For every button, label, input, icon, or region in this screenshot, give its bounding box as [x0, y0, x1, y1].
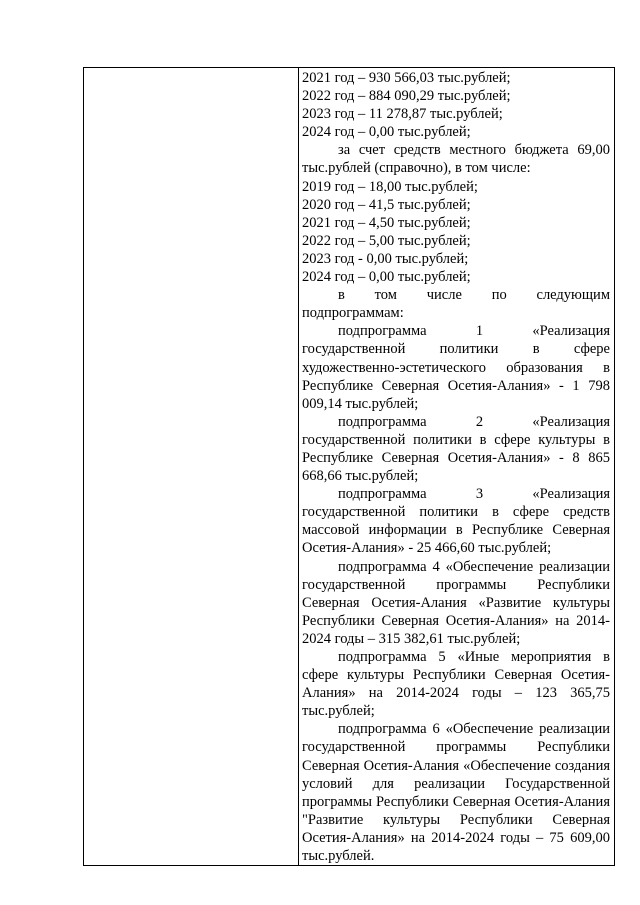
table-row — [84, 68, 615, 866]
funding-text — [299, 68, 614, 865]
local-budget-line: 2019 год – 18,00 тыс.рублей; — [302, 178, 478, 195]
subprogram-item: подпрограмма 2 «Реализация государственной политики в сфере культуры в Республике Северная Осетия-Алания» - 8 865 668,66 тыс.рублей; — [302, 413, 610, 485]
local-budget-line: 2022 год – 5,00 тыс.рублей; — [302, 232, 471, 249]
local-budget-line: 2023 год - 0,00 тыс.рублей; — [302, 250, 469, 267]
funding-line: 2024 год – 0,00 тыс.рублей; — [302, 124, 471, 141]
subprograms-intro: в том числе по следующим подпрограммам: — [302, 287, 610, 322]
subprogram-item: подпрограмма 1 «Реализация государственной политики в сфере художественно-эстетического образования в Республике Северная Осетия-Алания» - 1 798 009,14 тыс.рублей; — [302, 323, 610, 412]
passport-table — [83, 67, 615, 866]
subprogram-item: подпрограмма 3 «Реализация государственной политики в сфере средств массовой информации в Республике Северная Осетия-Алания» - 25 466,60 тыс.рублей; — [302, 486, 610, 557]
content-cell — [299, 68, 615, 866]
subprogram-item: подпрограмма 6 «Обеспечение реализации государственной программы Республики Северная Осетия-Алания «Обеспечение создания условий для реализации Государственной программы Республики Северная Осетия-Алания "Развитие культуры Республики Северная Осетия-Алания» на 2014-2024 годы – 75 609,00 тыс.рублей. — [302, 721, 610, 865]
local-budget-line: 2024 год – 0,00 тыс.рублей; — [302, 269, 471, 286]
local-budget-intro: за счет средств местного бюджета 69,00 тыс.рублей (справочно), в том числе: — [302, 142, 610, 177]
funding-line: 2023 год – 11 278,87 тыс.рублей; — [302, 106, 503, 123]
subprogram-item: подпрограмма 5 «Иные мероприятия в сфере культуры Республики Северная Осетия-Алания» на 2014-2024 годы – 123 365,75 тыс.рублей; — [302, 649, 610, 720]
label-cell — [84, 68, 299, 866]
subprogram-item: подпрограмма 4 «Обеспечение реализации государственной программы Республики Северная Осетия-Алания «Развитие культуры Республики Северная Осетия-Алания» на 2014-2024 годы – 315 382,61 тыс.рублей; — [302, 558, 610, 647]
local-budget-line: 2021 год – 4,50 тыс.рублей; — [302, 214, 471, 231]
funding-line: 2022 год – 884 090,29 тыс.рублей; — [302, 88, 511, 105]
funding-line: 2021 год – 930 566,03 тыс.рублей; — [302, 70, 511, 86]
local-budget-line: 2020 год – 41,5 тыс.рублей; — [302, 196, 471, 213]
